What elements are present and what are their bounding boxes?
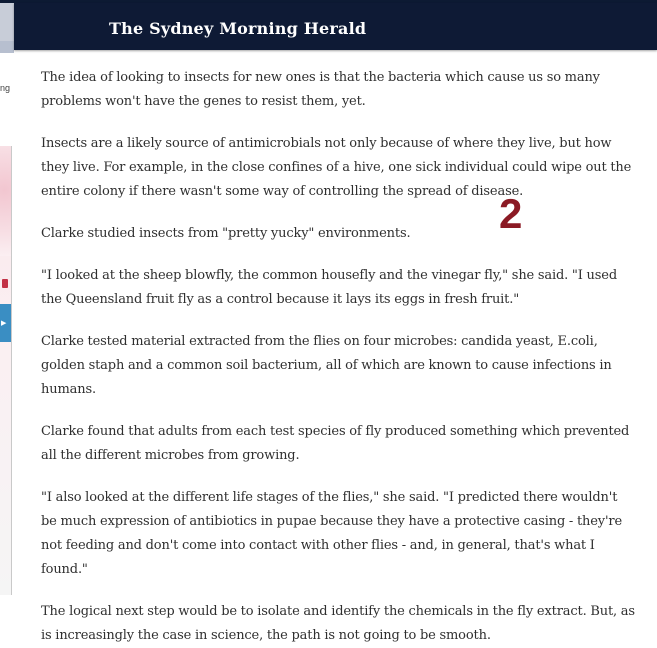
ad-red-marker [2,279,8,288]
masthead-logo: The Sydney Morning Herald [109,18,367,38]
article-paragraph: Insects are a likely source of antimicrobials not only because of where they live, but how they live. For example, in the close confines of a hive, one sick individual could wipe out the entire colony if there wasn't some way of controlling the spread of disease. [41,136,632,199]
page-number-overlay: 2 [499,190,523,237]
left-sidebar-tab-accent [0,41,14,53]
article-body [41,66,635,648]
ad-image [0,146,11,256]
masthead-logo-link[interactable] [109,14,367,42]
left-rail-text-fragment: ng [0,83,11,93]
article-paragraph: Clarke tested material extracted from the flies on four microbes: candida yeast, E.coli, golden staph and a common soil bacterium, all of which are known to cause infections in humans. [41,334,612,397]
left-sidebar-tab [0,3,14,53]
article-paragraph: "I looked at the sheep blowfly, the common housefly and the vinegar fly," she said. "I used the Queensland fruit fly as a control because it lays its eggs in fresh fruit." [41,268,617,307]
article-paragraph: Clarke studied insects from "pretty yucky" environments. [41,226,411,241]
article-paragraph: The idea of looking to insects for new ones is that the bacteria which cause us so many problems won't have the genes to resist them, yet. [41,70,600,109]
article-paragraph: "I also looked at the different life stages of the flies," she said. "I predicted there wouldn't be much expression of antibiotics in pupae because they have a protective casing - they're not feeding and don't come into contact with other flies - and, in general, that's what I found." [41,490,623,577]
masthead [14,3,657,50]
article-paragraph: Clarke found that adults from each test species of fly produced something which prevented all the different microbes from growing. [41,424,630,463]
article-paragraph: The logical next step would be to isolate and identify the chemicals in the fly extract. But, as is increasingly the case in science, the path is not going to be smooth. [41,604,635,643]
chevron-right-icon: ▶ [1,319,7,327]
left-ad-panel[interactable] [0,146,12,595]
